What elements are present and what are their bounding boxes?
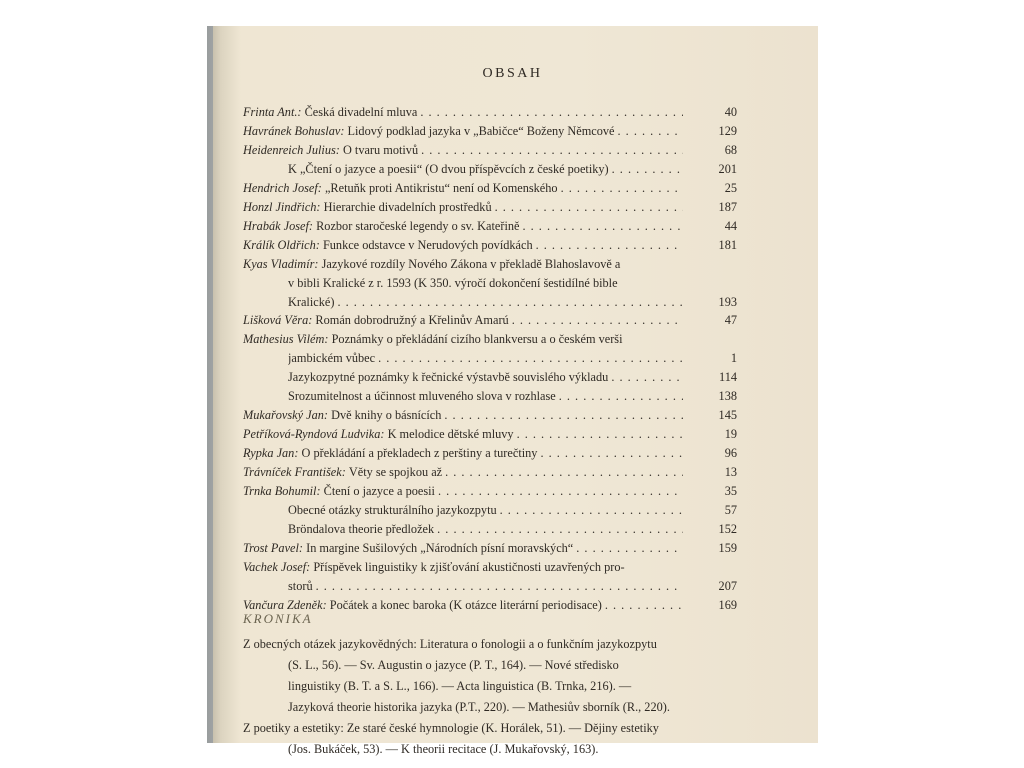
page-title: OBSAH — [482, 66, 543, 81]
toc-title: Jazykové rozdíly Nového Zákona v překladě Blahoslavově a — [321, 257, 621, 271]
toc-entry — [243, 541, 683, 558]
toc-page-number: 129 — [718, 124, 737, 138]
toc-title: „Retuňk proti Antikristu“ není od Komenského — [324, 181, 558, 195]
leader-dots — [618, 124, 683, 139]
toc-entry — [288, 295, 683, 312]
toc-title: Počátek a konec baroka (K otázce literární periodisace) — [329, 598, 602, 612]
toc-author: Hrabák Josef: — [243, 219, 314, 233]
toc-entry — [243, 238, 683, 255]
toc-page-number — [683, 256, 737, 273]
leader-dots — [445, 465, 683, 480]
toc-page-number — [683, 275, 737, 292]
toc-author: Hendrich Josef: — [243, 181, 322, 195]
toc-author: Lišková Věra: — [243, 313, 313, 327]
toc-page-number: 1 — [730, 351, 737, 365]
toc-entry — [288, 162, 683, 179]
toc-title: Dvě knihy o básnících — [331, 408, 442, 422]
toc-entry — [243, 332, 737, 349]
toc-author: Havránek Bohuslav: — [243, 124, 345, 138]
toc-entry — [243, 181, 683, 198]
toc-entry — [288, 579, 683, 596]
toc-page-number: 138 — [718, 389, 737, 403]
toc-entry — [243, 219, 683, 236]
toc-page-number: 193 — [718, 295, 737, 309]
toc-entry — [243, 105, 683, 122]
toc-title: O překládání a překladech z perštiny a turečtiny — [301, 446, 538, 460]
leader-dots — [421, 143, 683, 158]
leader-dots — [536, 238, 683, 253]
toc-title: Poznámky o překládání cizího blankversu a o českém verši — [331, 332, 623, 346]
toc-entry — [288, 389, 683, 406]
toc-entry — [243, 465, 683, 482]
toc-page-number: 19 — [724, 427, 737, 441]
toc-page-number: 181 — [718, 238, 737, 252]
toc-entry — [288, 370, 683, 387]
toc-page-number: 96 — [724, 446, 737, 460]
leader-dots — [337, 295, 683, 310]
leader-dots — [378, 351, 683, 366]
toc-page-number — [683, 559, 737, 576]
toc-title: Srozumitelnost a účinnost mluveného slova v rozhlase — [288, 389, 556, 403]
toc-author: Frinta Ant.: — [243, 105, 302, 119]
leader-dots — [437, 522, 683, 537]
toc-entry — [243, 408, 683, 425]
toc-author: Heidenreich Julius: — [243, 143, 340, 157]
toc-title: v bibli Kralické z r. 1593 (K 350. výročí dokončení šestidílné bible — [288, 276, 618, 290]
leader-dots — [561, 181, 683, 196]
toc-author: Rypka Jan: — [243, 446, 299, 460]
kronika-line: Jazyková theorie historika jazyka (P.T., 220). — Mathesiův sborník (R., 220). — [288, 700, 670, 714]
toc-entry — [243, 484, 683, 501]
leader-dots — [612, 162, 683, 177]
toc-page-number: 35 — [724, 484, 737, 498]
toc-author: Trávníček František: — [243, 465, 346, 479]
leader-dots — [438, 484, 683, 499]
leader-dots — [316, 579, 683, 594]
leader-dots — [576, 541, 683, 556]
toc-title: jambickém vůbec — [288, 351, 376, 365]
kronika-line: (S. L., 56). — Sv. Augustin o jazyce (P. T., 164). — Nové středisko — [288, 658, 619, 672]
toc-entry — [243, 560, 737, 577]
toc-author: Trnka Bohumil: — [243, 484, 321, 498]
leader-dots — [523, 219, 684, 234]
leader-dots — [500, 503, 683, 518]
toc-page-number: 25 — [724, 181, 737, 195]
toc-title: Lidový podklad jazyka v „Babičce“ Boženy Němcové — [347, 124, 615, 138]
toc-page-number: 207 — [718, 579, 737, 593]
toc-entry — [288, 351, 683, 368]
toc-entry — [243, 200, 683, 217]
leader-dots — [444, 408, 683, 423]
toc-page-number: 145 — [718, 408, 737, 422]
toc-author: Králík Oldřich: — [243, 238, 320, 252]
toc-title: O tvaru motivů — [342, 143, 419, 157]
toc-title: Věty se spojkou až — [348, 465, 443, 479]
toc-title: storů — [288, 579, 313, 593]
leader-dots — [512, 313, 683, 328]
toc-title: K melodice dětské mluvy — [387, 427, 514, 441]
toc-author: Petříková-Ryndová Ludvika: — [243, 427, 385, 441]
leader-dots — [517, 427, 683, 442]
toc-page-number: 114 — [719, 370, 737, 384]
toc-title: Bröndalova theorie předložek — [288, 522, 435, 536]
toc-page-number: 201 — [718, 162, 737, 176]
kronika-line: Z poetiky a estetiky: Ze staré české hymnologie (K. Horálek, 51). — Dějiny estetiky — [243, 721, 659, 735]
leader-dots — [559, 389, 683, 404]
toc-entry — [243, 124, 683, 141]
toc-entry — [288, 503, 683, 520]
toc-entry — [243, 446, 683, 463]
toc-title: Příspěvek linguistiky k zjišťování akustičnosti uzavřených pro- — [313, 560, 625, 574]
toc-title: K „Čtení o jazyce a poesii“ (O dvou příspěvcích z české poetiky) — [288, 162, 609, 176]
toc-author: Vachek Josef: — [243, 560, 311, 574]
book-page — [207, 26, 818, 756]
toc-title: In margine Sušilových „Národních písní moravských“ — [306, 541, 574, 555]
toc-title: Funkce odstavce v Nerudových povídkách — [322, 238, 533, 252]
leader-dots — [540, 446, 683, 461]
toc-page-number: 44 — [724, 219, 737, 233]
kronika-line: Z obecných otázek jazykovědných: Literatura o fonologii a o funkčním jazykozpytu — [243, 637, 657, 651]
toc-author: Vančura Zdeněk: — [243, 598, 327, 612]
toc-author: Honzl Jindřich: — [243, 200, 321, 214]
leader-dots — [420, 105, 683, 120]
toc-title: Hierarchie divadelních prostředků — [323, 200, 492, 214]
toc-title: Kralické) — [288, 295, 335, 309]
toc-page-number: 169 — [718, 598, 737, 612]
toc-page-number: 40 — [724, 105, 737, 119]
toc-entry — [243, 257, 737, 274]
leader-dots — [605, 598, 683, 613]
toc-title: Čtení o jazyce a poesii — [323, 484, 435, 498]
toc-author: Mathesius Vilém: — [243, 332, 329, 346]
kronika-line: linguistiky (B. T. a S. L., 166). — Acta linguistica (B. Trnka, 216). — — [288, 679, 632, 693]
toc-title: Obecné otázky strukturálního jazykozpytu — [288, 503, 497, 517]
leader-dots — [611, 370, 683, 385]
toc-page-number — [683, 331, 737, 348]
kronika-heading: KRONIKA — [243, 611, 313, 626]
toc-entry — [243, 313, 683, 330]
toc-title: Česká divadelní mluva — [304, 105, 418, 119]
toc-page-number: 152 — [718, 522, 737, 536]
toc-author: Trost Pavel: — [243, 541, 304, 555]
toc-entry — [288, 522, 683, 539]
toc-page-number: 68 — [724, 143, 737, 157]
toc-entry — [288, 276, 737, 293]
toc-page-number: 187 — [718, 200, 737, 214]
toc-entry — [243, 427, 683, 444]
kronika-line: (Jos. Bukáček, 53). — K theorii recitace (J. Mukařovský, 163). — [288, 742, 599, 756]
toc-page-number: 47 — [724, 313, 737, 327]
toc-page-number: 159 — [718, 541, 737, 555]
toc-title: Rozbor staročeské legendy o sv. Kateřině — [316, 219, 520, 233]
leader-dots — [495, 200, 683, 215]
toc-author: Mukařovský Jan: — [243, 408, 329, 422]
toc-author: Kyas Vladimír: — [243, 257, 319, 271]
toc-title: Jazykozpytné poznámky k řečnické výstavbě souvislého výkladu — [288, 370, 609, 384]
toc-page-number: 13 — [724, 465, 737, 479]
toc-entry — [243, 143, 683, 160]
toc-page-number: 57 — [724, 503, 737, 517]
toc-title: Román dobrodružný a Křelinův Amarú — [315, 313, 509, 327]
